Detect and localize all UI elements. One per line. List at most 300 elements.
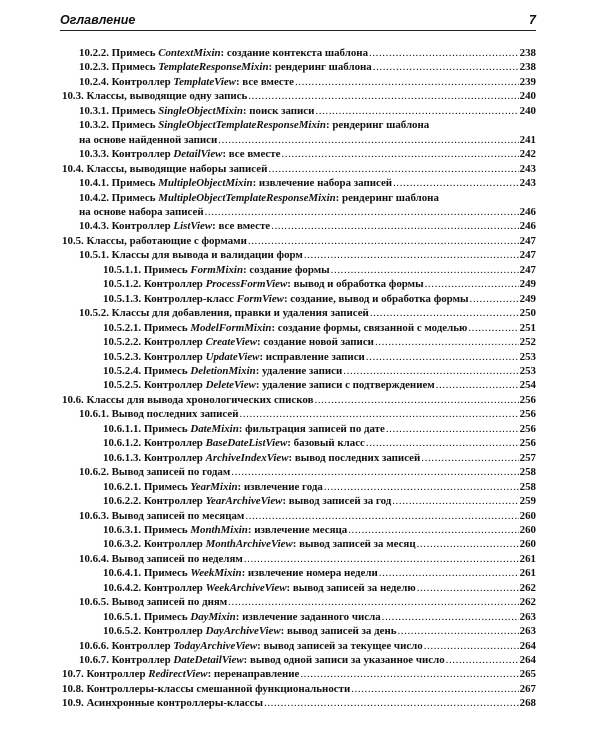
title-text: 10.6.2. Вывод записей по годам bbox=[79, 466, 231, 479]
toc-page-number: 264 bbox=[519, 654, 536, 667]
class-name: BaseDateListView bbox=[205, 437, 288, 450]
class-name: TemplateResponseMixin bbox=[158, 61, 269, 74]
dot-leader bbox=[248, 89, 518, 103]
toc-entry[interactable] bbox=[62, 436, 536, 450]
toc-page-number: 268 bbox=[519, 697, 536, 710]
toc-entry-line bbox=[79, 552, 536, 566]
toc-page-number: 267 bbox=[519, 682, 536, 695]
title-text: : удаление записи с подтверждением bbox=[255, 379, 435, 392]
toc-page-number: 258 bbox=[519, 480, 536, 493]
toc-entry-line bbox=[79, 133, 536, 147]
toc-entry-line bbox=[103, 378, 536, 392]
toc-entry[interactable] bbox=[62, 494, 536, 508]
toc-page-number: 261 bbox=[519, 552, 536, 565]
toc-page-number: 260 bbox=[519, 538, 536, 551]
toc-entry-title bbox=[62, 89, 248, 103]
toc-page-number: 254 bbox=[519, 379, 536, 392]
title-text: 10.2.4. Контроллер bbox=[79, 75, 174, 88]
toc-entry-title bbox=[79, 509, 245, 523]
toc-entry-title bbox=[79, 205, 205, 219]
toc-entry-title bbox=[103, 277, 425, 291]
toc-entry-line bbox=[79, 219, 536, 233]
dot-leader bbox=[470, 292, 519, 306]
toc-entry-line bbox=[62, 234, 536, 248]
toc-entry[interactable] bbox=[62, 509, 536, 523]
class-name: MonthMixin bbox=[190, 523, 248, 536]
toc-entry-title bbox=[103, 624, 397, 638]
title-text: : создание формы bbox=[243, 263, 330, 276]
toc-entry[interactable] bbox=[62, 667, 536, 681]
toc-entry-title bbox=[62, 234, 248, 248]
title-text: 10.3.2. Примесь bbox=[79, 119, 159, 132]
title-text: : поиск записи bbox=[242, 104, 315, 117]
toc-entry-title bbox=[79, 75, 295, 89]
title-text: : удаление записи bbox=[255, 364, 343, 377]
title-text: 10.6.1. Вывод последних записей bbox=[79, 408, 239, 421]
title-text: 10.3.1. Примесь bbox=[79, 104, 159, 117]
title-text: 10.8. Контроллеры-классы смешанной функциональности bbox=[62, 682, 351, 695]
title-text: 10.2.2. Примесь bbox=[79, 47, 159, 59]
toc-entry-title bbox=[62, 696, 264, 710]
title-text: 10.3. Классы, выводящие одну запись bbox=[62, 90, 248, 103]
title-text: 10.3.3. Контроллер bbox=[79, 148, 174, 161]
toc-entry[interactable] bbox=[62, 147, 536, 161]
toc-entry-title bbox=[103, 263, 331, 277]
class-name: ListView bbox=[173, 220, 213, 233]
toc-page-number: 260 bbox=[519, 509, 536, 522]
title-text: 10.7. Контроллер bbox=[62, 668, 149, 681]
toc-entry-title bbox=[103, 480, 324, 494]
toc-entry-title bbox=[79, 639, 424, 653]
class-name: DateDetailView bbox=[173, 654, 244, 667]
toc-entry[interactable] bbox=[62, 191, 536, 220]
toc-entry[interactable] bbox=[62, 321, 536, 335]
dot-leader bbox=[393, 176, 519, 190]
toc-entry-line bbox=[79, 653, 536, 667]
toc-page-number: 247 bbox=[519, 249, 536, 262]
title-text: 10.6.4. Вывод записей по неделям bbox=[79, 552, 243, 565]
toc-entry[interactable] bbox=[62, 104, 536, 118]
toc-page-number: 256 bbox=[519, 408, 536, 421]
dot-leader bbox=[348, 523, 518, 537]
title-text: 10.4. Классы, выводящие наборы записей bbox=[62, 162, 268, 175]
toc-page-number: 241 bbox=[519, 133, 536, 146]
toc-entry[interactable] bbox=[62, 46, 536, 60]
toc-entry[interactable] bbox=[62, 523, 536, 537]
dot-leader bbox=[244, 552, 519, 566]
dot-leader bbox=[268, 162, 518, 176]
class-name: ArchiveIndexView bbox=[205, 451, 289, 464]
dot-leader bbox=[468, 321, 518, 335]
title-text: : фильтрация записей по дате bbox=[238, 422, 385, 435]
header-title: Оглавление bbox=[60, 13, 136, 27]
title-text: : все вместе bbox=[212, 220, 271, 233]
dot-leader bbox=[421, 451, 518, 465]
class-name: YearArchiveView bbox=[205, 495, 283, 508]
dot-leader bbox=[300, 667, 518, 681]
toc-entry[interactable] bbox=[62, 277, 536, 291]
title-text: 10.5.1. Классы для вывода и валидации форм bbox=[79, 249, 303, 262]
title-text: 10.6.3.2. Контроллер bbox=[103, 538, 206, 551]
dot-leader bbox=[281, 147, 518, 161]
title-text: 10.4.3. Контроллер bbox=[79, 220, 174, 233]
toc-entry[interactable] bbox=[62, 335, 536, 349]
class-name: MultipleObjectMixin bbox=[158, 177, 253, 190]
toc-page-number: 240 bbox=[519, 90, 536, 103]
toc-entry-title bbox=[103, 436, 366, 450]
title-text: : вывод одной записи за указанное число bbox=[243, 654, 445, 667]
toc-entry-title bbox=[79, 219, 271, 233]
title-text: 10.5.2.2. Контроллер bbox=[103, 336, 206, 349]
toc-entry-title bbox=[103, 451, 421, 465]
toc-entry-title bbox=[103, 378, 436, 392]
toc-page-number: 253 bbox=[519, 350, 536, 363]
title-text: : извлечение набора записей bbox=[252, 177, 393, 190]
title-text: 10.5.2.3. Контроллер bbox=[103, 350, 206, 363]
toc-page-number: 242 bbox=[519, 148, 536, 161]
toc-page-number: 247 bbox=[519, 263, 536, 276]
class-name: TemplateView bbox=[173, 75, 236, 88]
toc-entry[interactable] bbox=[62, 234, 536, 248]
toc-entry-title bbox=[79, 118, 430, 132]
title-text: : вывод и обработка формы bbox=[287, 278, 424, 291]
toc-entry-title bbox=[103, 364, 343, 378]
dot-leader bbox=[436, 378, 519, 392]
toc-entry[interactable] bbox=[62, 219, 536, 233]
toc-entry-title bbox=[79, 191, 440, 205]
class-name: SingleObjectMixin bbox=[158, 104, 243, 117]
toc-entry-title bbox=[62, 667, 300, 681]
toc-entry-title bbox=[103, 292, 470, 306]
toc-entry[interactable] bbox=[62, 176, 536, 190]
toc-page-number: 260 bbox=[519, 523, 536, 536]
toc-entry[interactable] bbox=[62, 465, 536, 479]
toc-entry-line bbox=[103, 480, 536, 494]
title-text: 10.6.5. Вывод записей по дням bbox=[79, 596, 228, 609]
toc-entry[interactable] bbox=[62, 364, 536, 378]
toc-entry-line bbox=[79, 407, 536, 421]
toc-page-number: 257 bbox=[519, 451, 536, 464]
toc-entry-line bbox=[103, 422, 536, 436]
toc-entry-line bbox=[103, 566, 536, 580]
class-name: DetailView bbox=[173, 148, 223, 161]
dot-leader bbox=[375, 335, 519, 349]
toc-entry-line bbox=[79, 465, 536, 479]
toc-page-number: 251 bbox=[519, 321, 536, 334]
toc-entry-line bbox=[79, 176, 536, 190]
title-text: 10.6.6. Контроллер bbox=[79, 639, 174, 652]
class-name: MultipleObjectTemplateResponseMixin bbox=[158, 191, 336, 204]
title-text: 10.6. Классы для вывода хронологических списков bbox=[62, 393, 314, 406]
dot-leader bbox=[373, 60, 519, 74]
toc-entry[interactable] bbox=[62, 393, 536, 407]
dot-leader bbox=[392, 494, 518, 508]
toc-page-number: 243 bbox=[519, 177, 536, 190]
toc-page-number: 262 bbox=[519, 596, 536, 609]
dot-leader bbox=[264, 696, 519, 710]
title-text: 10.5.1.1. Примесь bbox=[103, 263, 191, 276]
toc-page-number: 240 bbox=[519, 104, 536, 117]
class-name: DateMixin bbox=[190, 422, 239, 435]
class-name: CreateView bbox=[205, 336, 258, 349]
toc-entry[interactable] bbox=[62, 306, 536, 320]
toc-entry[interactable] bbox=[62, 75, 536, 89]
toc-entry-title bbox=[62, 162, 268, 176]
toc-entry-title bbox=[79, 653, 446, 667]
toc-entry-title bbox=[79, 147, 281, 161]
toc-page-number: 263 bbox=[519, 610, 536, 623]
title-text: : вывод последних записей bbox=[288, 451, 421, 464]
toc-entry-title bbox=[79, 176, 393, 190]
title-text: : все вместе bbox=[235, 75, 294, 88]
title-text: 10.5.2.1. Примесь bbox=[103, 321, 191, 334]
toc-entry[interactable] bbox=[62, 653, 536, 667]
toc-entry-line bbox=[79, 60, 536, 74]
toc-entry[interactable] bbox=[62, 89, 536, 103]
title-text: : вывод записей за неделю bbox=[286, 581, 416, 594]
title-text: : извлечение номера недели bbox=[241, 567, 378, 580]
title-text: 10.6.5.1. Примесь bbox=[103, 610, 191, 623]
title-text: 10.6.1.3. Контроллер bbox=[103, 451, 206, 464]
toc-entry[interactable] bbox=[62, 581, 536, 595]
toc-entry[interactable] bbox=[62, 60, 536, 74]
toc-entry-title bbox=[79, 248, 304, 262]
toc-page-number: 256 bbox=[519, 437, 536, 450]
toc-entry-line bbox=[79, 205, 536, 219]
dot-leader bbox=[417, 581, 519, 595]
dot-leader bbox=[424, 639, 519, 653]
toc-entry[interactable] bbox=[62, 682, 536, 696]
dot-leader bbox=[417, 537, 519, 551]
title-text: 10.6.1.2. Контроллер bbox=[103, 437, 206, 450]
toc-entry-line bbox=[79, 306, 536, 320]
class-name: ModelFormMixin bbox=[190, 321, 272, 334]
title-text: : исправление записи bbox=[259, 350, 365, 363]
dot-leader bbox=[314, 393, 518, 407]
toc-entry-line bbox=[79, 595, 536, 609]
toc-page-number: 252 bbox=[519, 336, 536, 349]
toc-page-number: 256 bbox=[519, 393, 536, 406]
toc-entry-line bbox=[79, 509, 536, 523]
toc-entry-line bbox=[103, 263, 536, 277]
toc-entry-line bbox=[103, 292, 536, 306]
toc-entry-line bbox=[62, 696, 536, 710]
toc-entry[interactable] bbox=[62, 422, 536, 436]
toc-entry-title bbox=[79, 60, 373, 74]
toc-page-number: 261 bbox=[519, 567, 536, 580]
dot-leader bbox=[271, 219, 519, 233]
toc-entry-line bbox=[62, 682, 536, 696]
toc-entry[interactable] bbox=[62, 480, 536, 494]
toc-entry-line bbox=[62, 162, 536, 176]
toc-entry-line bbox=[103, 451, 536, 465]
toc-entry[interactable] bbox=[62, 639, 536, 653]
dot-leader bbox=[366, 436, 519, 450]
title-text: : вывод записей за текущее число bbox=[257, 639, 423, 652]
class-name: RedirectView bbox=[148, 668, 208, 681]
dot-leader bbox=[386, 422, 519, 436]
class-name: YearMixin bbox=[190, 480, 238, 493]
title-text: : создание, вывод и обработка формы bbox=[283, 292, 469, 305]
toc-entry-line bbox=[103, 610, 536, 624]
toc-entry[interactable] bbox=[62, 610, 536, 624]
toc-entry-title bbox=[79, 407, 240, 421]
toc-entry[interactable] bbox=[62, 696, 536, 710]
dot-leader bbox=[205, 205, 519, 219]
toc-page-number: 259 bbox=[519, 495, 536, 508]
dot-leader bbox=[382, 610, 519, 624]
title-text: : создание контекста шаблона bbox=[220, 47, 369, 59]
toc-page-number: 243 bbox=[519, 162, 536, 175]
toc-entry[interactable] bbox=[62, 552, 536, 566]
toc-entry-line bbox=[103, 277, 536, 291]
class-name: DeletionMixin bbox=[190, 364, 256, 377]
toc-entry-line bbox=[79, 147, 536, 161]
toc-page-number: 258 bbox=[519, 466, 536, 479]
toc-page-number: 249 bbox=[519, 278, 536, 291]
title-text: 10.5.2.5. Контроллер bbox=[103, 379, 206, 392]
title-text: 10.9. Асинхронные контроллеры-классы bbox=[62, 697, 263, 710]
title-text: 10.4.1. Примесь bbox=[79, 177, 159, 190]
dot-leader bbox=[231, 465, 518, 479]
dot-leader bbox=[379, 566, 519, 580]
toc-entry[interactable] bbox=[62, 378, 536, 392]
dot-leader bbox=[228, 595, 518, 609]
toc-entry[interactable] bbox=[62, 451, 536, 465]
toc-entry-title bbox=[103, 537, 417, 551]
class-name: MonthArchiveView bbox=[205, 538, 293, 551]
dot-leader bbox=[369, 46, 519, 60]
class-name: DayMixin bbox=[190, 610, 236, 623]
class-name: ContextMixin bbox=[158, 47, 221, 59]
toc-entry[interactable] bbox=[62, 624, 536, 638]
title-text: 10.6.4.1. Примесь bbox=[103, 567, 191, 580]
toc-entry-title bbox=[103, 422, 386, 436]
toc-page-number: 265 bbox=[519, 668, 536, 681]
toc-entry-title bbox=[103, 566, 379, 580]
toc-entry-line bbox=[103, 581, 536, 595]
toc-page-number: 239 bbox=[519, 75, 536, 88]
dot-leader bbox=[304, 248, 519, 262]
toc-entry-title bbox=[79, 306, 370, 320]
toc-page-number: 256 bbox=[519, 422, 536, 435]
toc-entry[interactable] bbox=[62, 118, 536, 147]
toc-entry-title bbox=[79, 46, 369, 60]
class-name: UpdateView bbox=[205, 350, 260, 363]
toc-entry-title bbox=[79, 465, 231, 479]
table-of-contents bbox=[62, 46, 536, 711]
toc-entry-title bbox=[79, 552, 244, 566]
title-text: 10.6.3. Вывод записей по месяцам bbox=[79, 509, 245, 522]
toc-entry[interactable] bbox=[62, 537, 536, 551]
header-page-number: 7 bbox=[529, 13, 536, 27]
toc-entry-line bbox=[79, 639, 536, 653]
title-text: 10.2.3. Примесь bbox=[79, 61, 159, 74]
title-text: на основе найденной записи bbox=[79, 133, 218, 146]
title-text: : вывод записей за год bbox=[282, 495, 392, 508]
class-name: SingleObjectTemplateResponseMixin bbox=[158, 119, 326, 132]
toc-page-number: 264 bbox=[519, 639, 536, 652]
title-text: 10.6.7. Контроллер bbox=[79, 654, 174, 667]
toc-entry-title bbox=[79, 595, 228, 609]
title-text: на основе набора записей bbox=[79, 205, 204, 218]
toc-entry-title bbox=[79, 104, 315, 118]
toc-entry[interactable] bbox=[62, 566, 536, 580]
dot-leader bbox=[315, 104, 518, 118]
toc-entry-title bbox=[103, 321, 468, 335]
dot-leader bbox=[370, 306, 519, 320]
toc-entry-line bbox=[62, 393, 536, 407]
toc-entry-line bbox=[103, 364, 536, 378]
toc-entry-title bbox=[103, 610, 382, 624]
title-text: : извлечение месяца bbox=[247, 523, 348, 536]
title-text: 10.6.5.2. Контроллер bbox=[103, 625, 206, 638]
toc-entry-title bbox=[103, 523, 348, 537]
toc-entry-title bbox=[79, 133, 218, 147]
toc-entry-line bbox=[103, 350, 536, 364]
toc-entry[interactable] bbox=[62, 248, 536, 262]
title-text: 10.5. Классы, работающие с формами bbox=[62, 234, 247, 247]
dot-leader bbox=[245, 509, 518, 523]
title-text: 10.5.1.2. Контроллер bbox=[103, 278, 206, 291]
toc-page-number: 238 bbox=[519, 61, 536, 74]
title-text: : вывод записей за месяц bbox=[292, 538, 416, 551]
dot-leader bbox=[397, 624, 518, 638]
class-name: DayArchiveView bbox=[205, 625, 281, 638]
running-header bbox=[60, 13, 536, 31]
toc-entry-line bbox=[103, 335, 536, 349]
toc-entry-line bbox=[62, 667, 536, 681]
toc-page-number: 238 bbox=[519, 47, 536, 59]
dot-leader bbox=[248, 234, 519, 248]
toc-page-number: 246 bbox=[519, 220, 536, 233]
toc-page-number: 263 bbox=[519, 625, 536, 638]
title-text: : все вместе bbox=[222, 148, 281, 161]
title-text: : создание новой записи bbox=[257, 336, 374, 349]
dot-leader bbox=[331, 263, 519, 277]
toc-entry[interactable] bbox=[62, 350, 536, 364]
dot-leader bbox=[343, 364, 518, 378]
class-name: TodayArchiveView bbox=[173, 639, 258, 652]
dot-leader bbox=[240, 407, 519, 421]
toc-entry[interactable] bbox=[62, 162, 536, 176]
toc-entry-line bbox=[79, 75, 536, 89]
dot-leader bbox=[295, 75, 519, 89]
title-text: 10.6.2.1. Примесь bbox=[103, 480, 191, 493]
class-name: FormView bbox=[236, 292, 284, 305]
toc-page-number: 249 bbox=[519, 292, 536, 305]
toc-entry-line bbox=[62, 89, 536, 103]
title-text: 10.6.3.1. Примесь bbox=[103, 523, 191, 536]
toc-entry-line bbox=[79, 104, 536, 118]
dot-leader bbox=[218, 133, 518, 147]
toc-entry[interactable] bbox=[62, 595, 536, 609]
toc-entry[interactable] bbox=[62, 407, 536, 421]
toc-page-number: 247 bbox=[519, 234, 536, 247]
title-text: : рендеринг шаблона bbox=[335, 191, 439, 204]
title-text: 10.5.1.3. Контроллер-класс bbox=[103, 292, 237, 305]
class-name: DeleteView bbox=[205, 379, 256, 392]
toc-entry-line bbox=[79, 46, 536, 60]
toc-entry[interactable] bbox=[62, 263, 536, 277]
toc-entry-title bbox=[62, 393, 314, 407]
toc-page-number: 253 bbox=[519, 364, 536, 377]
toc-entry-line bbox=[79, 248, 536, 262]
dot-leader bbox=[425, 277, 519, 291]
class-name: WeekMixin bbox=[190, 567, 242, 580]
toc-entry-title bbox=[103, 581, 417, 595]
toc-entry[interactable] bbox=[62, 292, 536, 306]
